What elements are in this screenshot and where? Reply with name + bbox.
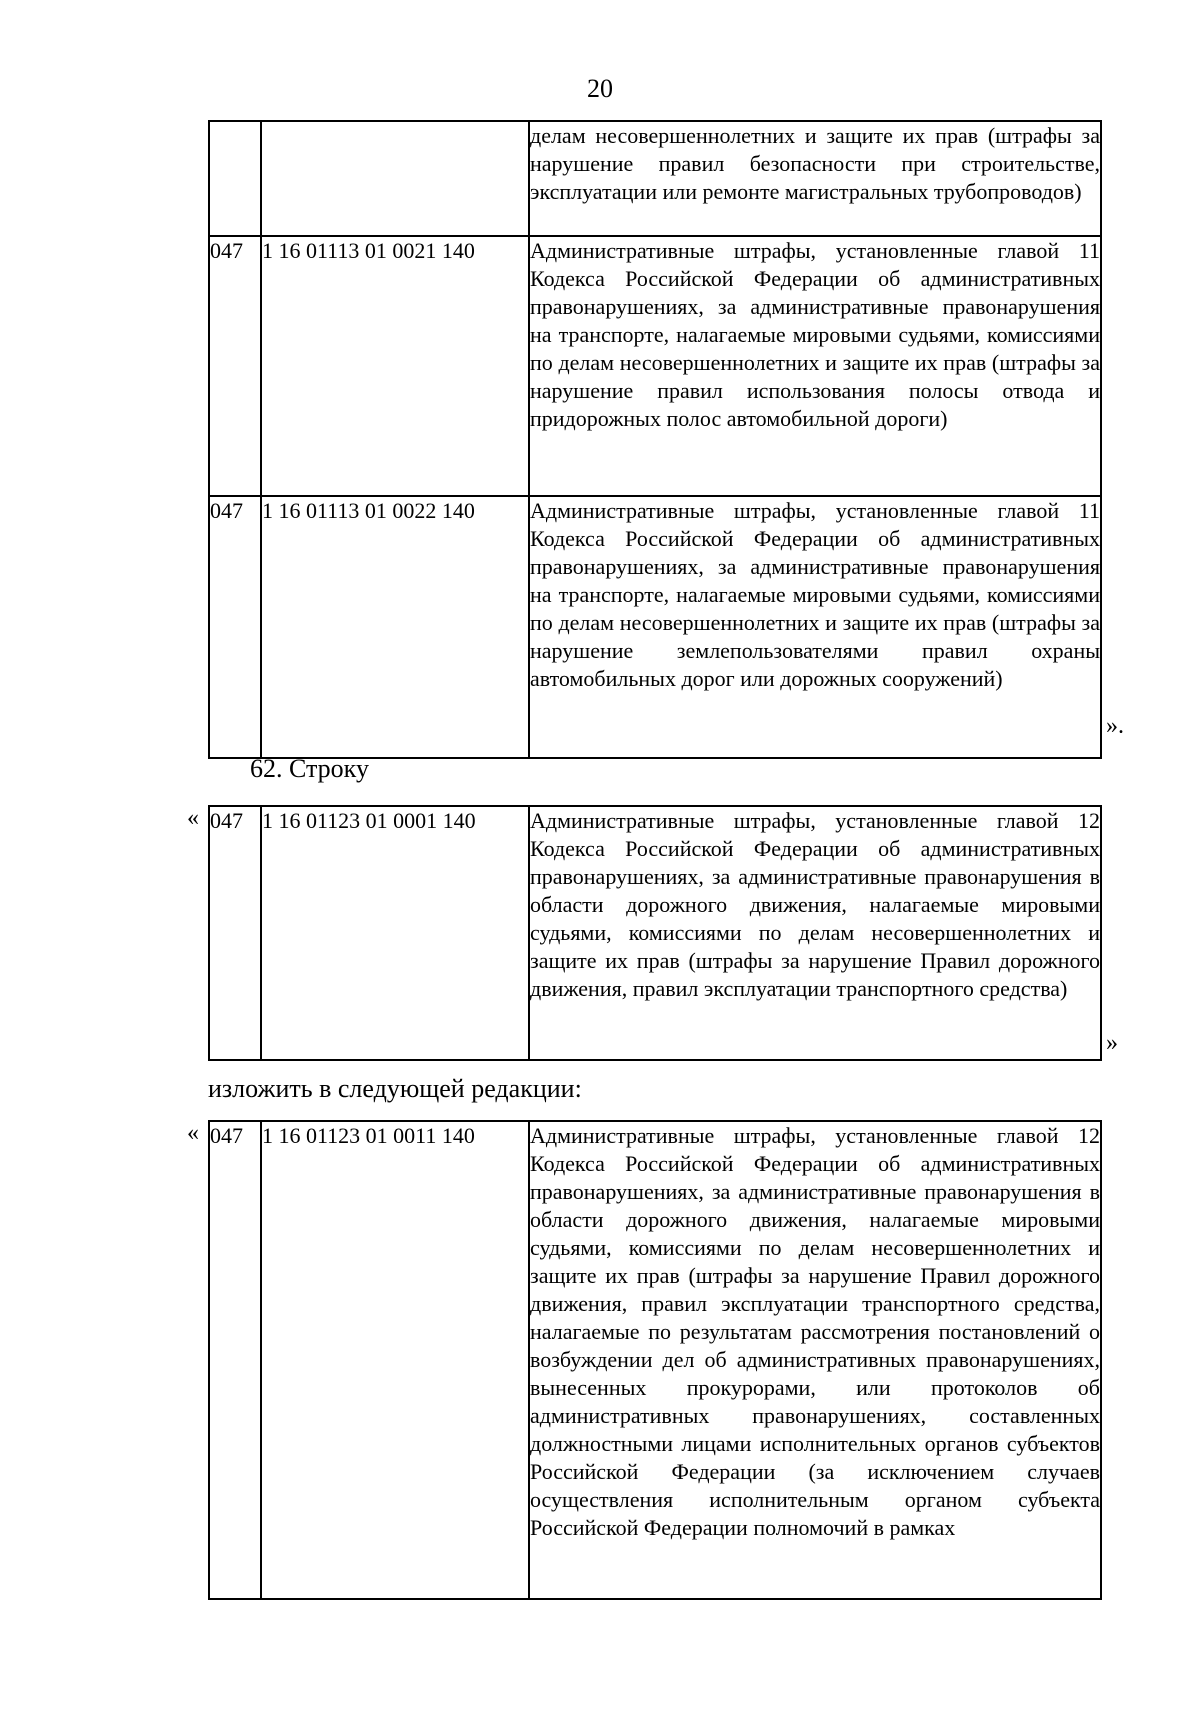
page-number: 20: [587, 74, 613, 103]
item-62-heading: 62. Строку: [250, 754, 369, 783]
old-row-table: [208, 805, 1102, 1061]
new-edition-heading: изложить в следующей редакции:: [208, 1074, 582, 1103]
table-row: [209, 121, 1101, 236]
admin-code-cell: 047: [209, 1121, 261, 1599]
description-cell: Административные штрафы, установленные главой 11 Кодекса Российской Федерации об административных правонарушениях, за административные правонарушения на транспорте, налагаемые мировыми судьями, комиссиями по делам несовершеннолетних и защите их прав (штрафы за нарушение правил использования полосы отвода и придорожных полос автомобильной дороги): [529, 236, 1101, 496]
kbk-code-cell: 1 16 01123 01 0011 140: [261, 1121, 529, 1599]
description-cell: Административные штрафы, установленные главой 12 Кодекса Российской Федерации об административных правонарушениях, за административные правонарушения в области дорожного движения, налагаемые мировыми судьями, комиссиями по делам несовершеннолетних и защите их прав (штрафы за нарушение Правил дорожного движения, правил эксплуатации транспортного средства): [529, 806, 1101, 1060]
description-cell: Административные штрафы, установленные главой 11 Кодекса Российской Федерации об административных правонарушениях, за административные правонарушения на транспорте, налагаемые мировыми судьями, комиссиями по делам несовершеннолетних и защите их прав (штрафы за нарушение землепользователями правил охраны автомобильных дорог или дорожных сооружений): [529, 496, 1101, 758]
income-codes-table-continuation: [208, 120, 1102, 759]
description-cell: делам несовершеннолетних и защите их прав (штрафы за нарушение правил безопасности при строительстве, эксплуатации или ремонте магистральных трубопроводов): [529, 121, 1101, 236]
admin-code-cell: [209, 121, 261, 236]
table-row: [209, 1121, 1101, 1599]
table-row: [209, 806, 1101, 1060]
closing-quote: »: [1106, 1030, 1118, 1056]
admin-code-cell: 047: [209, 236, 261, 496]
table-row: [209, 236, 1101, 496]
kbk-code-cell: 1 16 01113 01 0022 140: [261, 496, 529, 758]
description-cell: Административные штрафы, установленные главой 12 Кодекса Российской Федерации об административных правонарушениях, за административные правонарушения в области дорожного движения, налагаемые мировыми судьями, комиссиями по делам несовершеннолетних и защите их прав (штрафы за нарушение Правил дорожного движения, правил эксплуатации транспортного средства, налагаемые по результатам рассмотрения постановлений о возбуждении дел об административных правонарушениях, вынесенных прокурорами, или протоколов об административных правонарушениях, составленных должностными лицами исполнительных органов субъектов Российской Федерации (за исключением случаев осуществления исполнительным органом субъекта Российской Федерации полномочий в рамках: [529, 1121, 1101, 1599]
new-row-table: [208, 1120, 1102, 1600]
closing-quote: ».: [1106, 713, 1124, 739]
table-row: [209, 496, 1101, 758]
kbk-code-cell: 1 16 01123 01 0001 140: [261, 806, 529, 1060]
kbk-code-cell: 1 16 01113 01 0021 140: [261, 236, 529, 496]
kbk-code-cell: [261, 121, 529, 236]
opening-quote: «: [187, 1120, 199, 1146]
opening-quote: «: [187, 805, 199, 831]
admin-code-cell: 047: [209, 496, 261, 758]
admin-code-cell: 047: [209, 806, 261, 1060]
